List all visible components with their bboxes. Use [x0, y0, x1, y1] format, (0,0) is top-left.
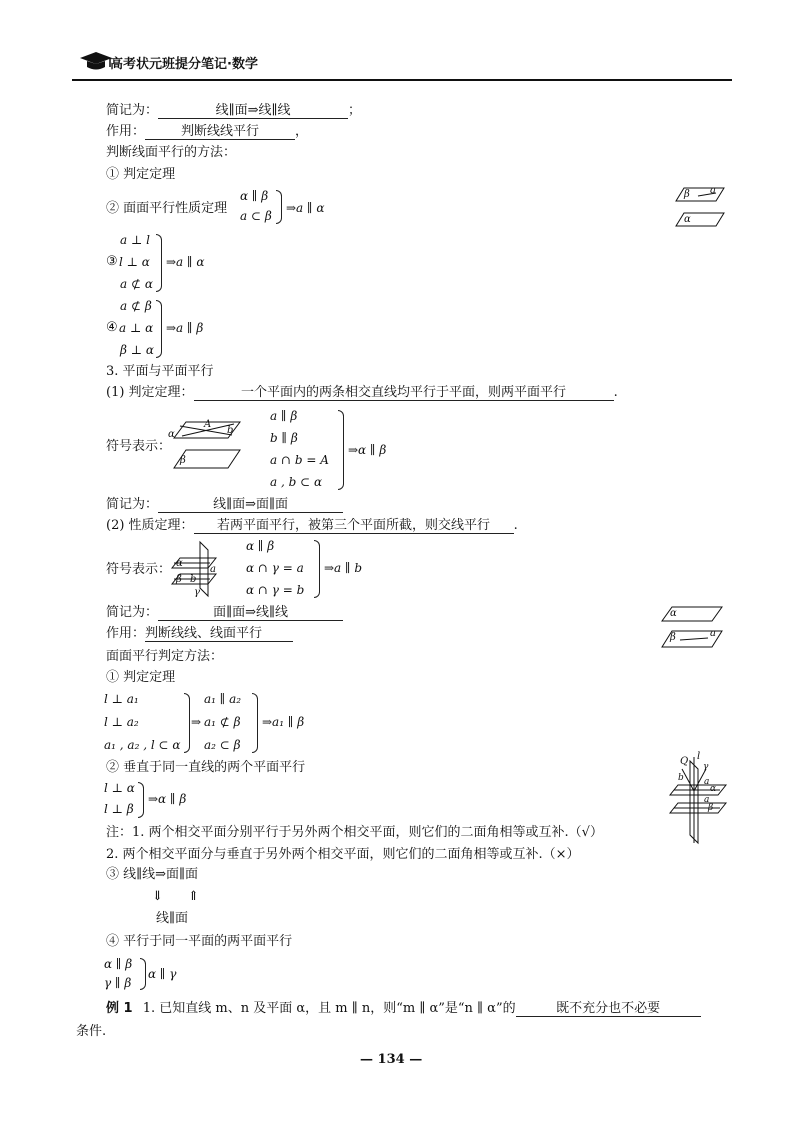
fig2-A: A: [204, 419, 212, 430]
method-3-result: ⇒a ∥ α: [166, 255, 205, 269]
fh2-label: 符号表示：: [106, 562, 172, 577]
fig3-b: b: [190, 574, 197, 585]
mm1-left-brace: [184, 693, 190, 753]
jianji-answer: 线∥面⇒线∥线: [158, 104, 348, 119]
method-2-cond-2: a ⊂ β: [240, 209, 272, 223]
mm-2: ② 垂直于同一直线的两个平面平行: [106, 760, 306, 775]
graduation-cap-icon: [78, 50, 114, 72]
page-number: — 134 —: [360, 1052, 423, 1067]
mm1-mid-2: a₁ ⊄ β: [204, 715, 241, 729]
example-answer: 既不充分也不必要: [516, 1002, 701, 1017]
fh2-cond-2: α ∩ γ = a: [246, 561, 304, 575]
fig5-gamma: γ: [703, 762, 709, 772]
fig5-l: l: [697, 751, 701, 762]
jj-answer: 线∥面⇒面∥面: [158, 498, 343, 513]
mm4-result: α ∥ γ: [148, 967, 177, 981]
fig5-beta: β: [708, 803, 714, 813]
mm1-left-1: l ⊥ a₁: [104, 692, 139, 706]
pd-answer: 一个平面内的两条相交直线均平行于平面，则两平面平行: [194, 386, 614, 401]
jj2-line: 简记为： 面∥面⇒线∥线: [106, 606, 343, 621]
fig5-a2: a: [704, 795, 710, 805]
fh-brace: [338, 410, 344, 490]
method-3-cond-3: a ⊄ α: [120, 277, 153, 291]
method-1: ① 判定定理: [106, 167, 176, 182]
method-4-cond-1: a ⊄ β: [120, 299, 152, 313]
mm1-arrow: ⇒: [191, 715, 202, 729]
mm2-brace: [138, 782, 144, 818]
zuoyong-answer: 判断线线平行: [145, 125, 295, 140]
method-4-num: ④: [106, 320, 118, 335]
fig1-beta: β: [684, 189, 690, 200]
method-4-result: ⇒a ∥ β: [166, 321, 204, 335]
mm4-cond-1: α ∥ β: [104, 957, 133, 971]
fh2-result: ⇒a ∥ b: [324, 561, 363, 575]
fig3-gamma: γ: [194, 587, 200, 598]
mm1-left-3: a₁ , a₂ , l ⊂ α: [104, 738, 181, 752]
fig5-b: b: [678, 773, 684, 783]
header-title: 高考状元班提分笔记·数学: [110, 57, 258, 72]
fig5-a1: a: [704, 777, 710, 787]
fh2-cond-1: α ∥ β: [246, 539, 275, 553]
fh2-cond-3: α ∩ γ = b: [246, 583, 305, 597]
note-1: 注：1. 两个相交平面分别平行于另外两个相交平面，则它们的二面角相等或互补.（√）: [106, 825, 603, 840]
fig2-beta: β: [180, 455, 186, 466]
jianji-line-1: 简记为： 线∥面⇒线∥线 ；: [106, 103, 362, 118]
mm1-mid-brace: [252, 693, 258, 753]
example-1: [106, 1002, 701, 1017]
jj2-answer: 面∥面⇒线∥线: [158, 606, 343, 621]
mm3-down-arrow: ⇓: [152, 889, 163, 904]
fig3-a: a: [210, 564, 216, 575]
fig2-b: b: [227, 425, 234, 436]
example-end: 条件.: [76, 1024, 107, 1039]
mm2-cond-1: l ⊥ α: [104, 781, 135, 795]
fig4-alpha: α: [670, 608, 677, 619]
method-title: 判断线面平行的方法：: [106, 145, 237, 160]
figure-perpendicular-line-planes: [668, 755, 730, 845]
method-3-cond-1: a ⊥ l: [120, 233, 150, 247]
example-text: 1. 已知直线 m、n 及平面 α，且 m ∥ n，则“m ∥ α”是“n ∥ α”的: [142, 1001, 516, 1016]
fig5-Q: Q: [680, 756, 689, 767]
method-3-num: ③: [106, 254, 118, 269]
method-4-cond-3: β ⊥ α: [120, 343, 154, 357]
xz-line: (2) 性质定理： 若两平面平行，被第三个平面所截，则交线平行 .: [106, 518, 518, 533]
fh2-brace: [314, 540, 320, 598]
method-2-label: ② 面面平行性质定理: [106, 201, 228, 216]
method-4-brace: [156, 300, 162, 358]
fig2-alpha: α: [168, 429, 175, 440]
mm1-result: ⇒a₁ ∥ β: [262, 715, 305, 729]
zy2-line: 作用：判断线线、线面平行: [106, 627, 293, 642]
fig5-alpha: α: [710, 784, 717, 794]
fig4-beta: β: [670, 632, 676, 643]
zy2-answer: 判断线线、线面平行: [145, 627, 293, 642]
mm1-mid-1: a₁ ∥ a₂: [204, 692, 242, 706]
fig3-alpha: α: [176, 558, 183, 569]
fh-cond-2: b ∥ β: [270, 431, 298, 445]
xz-answer: 若两平面平行，被第三个平面所截，则交线平行: [194, 519, 514, 534]
mm1-mid-3: a₂ ⊂ β: [204, 738, 241, 752]
method-3-cond-2: l ⊥ α: [119, 255, 150, 269]
jj-line: 简记为： 线∥面⇒面∥面: [106, 498, 343, 513]
mm-3: ③ 线∥线⇒面∥面: [106, 867, 199, 882]
method-3-brace: [156, 234, 162, 292]
mm3-up-arrow: ⇑: [188, 889, 199, 904]
method-4-cond-2: a ⊥ α: [119, 321, 154, 335]
method-2-cond-1: α ∥ β: [240, 189, 269, 203]
mm2-cond-2: l ⊥ β: [104, 802, 134, 816]
note-2: 2. 两个相交平面分与垂直于另外两个相交平面，则它们的二面角相等或互补.（×）: [106, 847, 580, 862]
mm-1: ① 判定定理: [106, 670, 176, 685]
fig3-beta: β: [176, 574, 182, 585]
fh-cond-1: a ∥ β: [270, 409, 298, 423]
fig1-a: a: [710, 185, 716, 196]
mm2-result: ⇒α ∥ β: [148, 792, 187, 806]
mm-title: 面面平行判定方法：: [106, 649, 224, 664]
mm4-brace: [140, 958, 146, 990]
fig4-a: a: [710, 628, 716, 639]
method-2-brace: [276, 190, 282, 224]
header-rule: [72, 79, 732, 81]
pd-line: (1) 判定定理： 一个平面内的两条相交直线均平行于平面，则两平面平行 .: [106, 385, 618, 400]
fig1-alpha: α: [684, 214, 691, 225]
section-3-title: 3. 平面与平面平行: [106, 364, 214, 379]
example-label: 例 1: [106, 1001, 133, 1016]
fh-label: 符号表示：: [106, 439, 172, 454]
mm-4: ④ 平行于同一平面的两平面平行: [106, 934, 293, 949]
mm4-cond-2: γ ∥ β: [104, 976, 132, 990]
mm1-left-2: l ⊥ a₂: [104, 715, 139, 729]
mm3-bottom: 线∥面: [156, 911, 189, 926]
fh-result: ⇒α ∥ β: [348, 443, 387, 457]
method-2-result: ⇒a ∥ α: [286, 201, 325, 215]
zuoyong-line-1: 作用： 判断线线平行 ，: [106, 124, 309, 139]
fh-cond-4: a , b ⊂ α: [270, 475, 323, 489]
fh-cond-3: a ∩ b = A: [270, 453, 329, 467]
